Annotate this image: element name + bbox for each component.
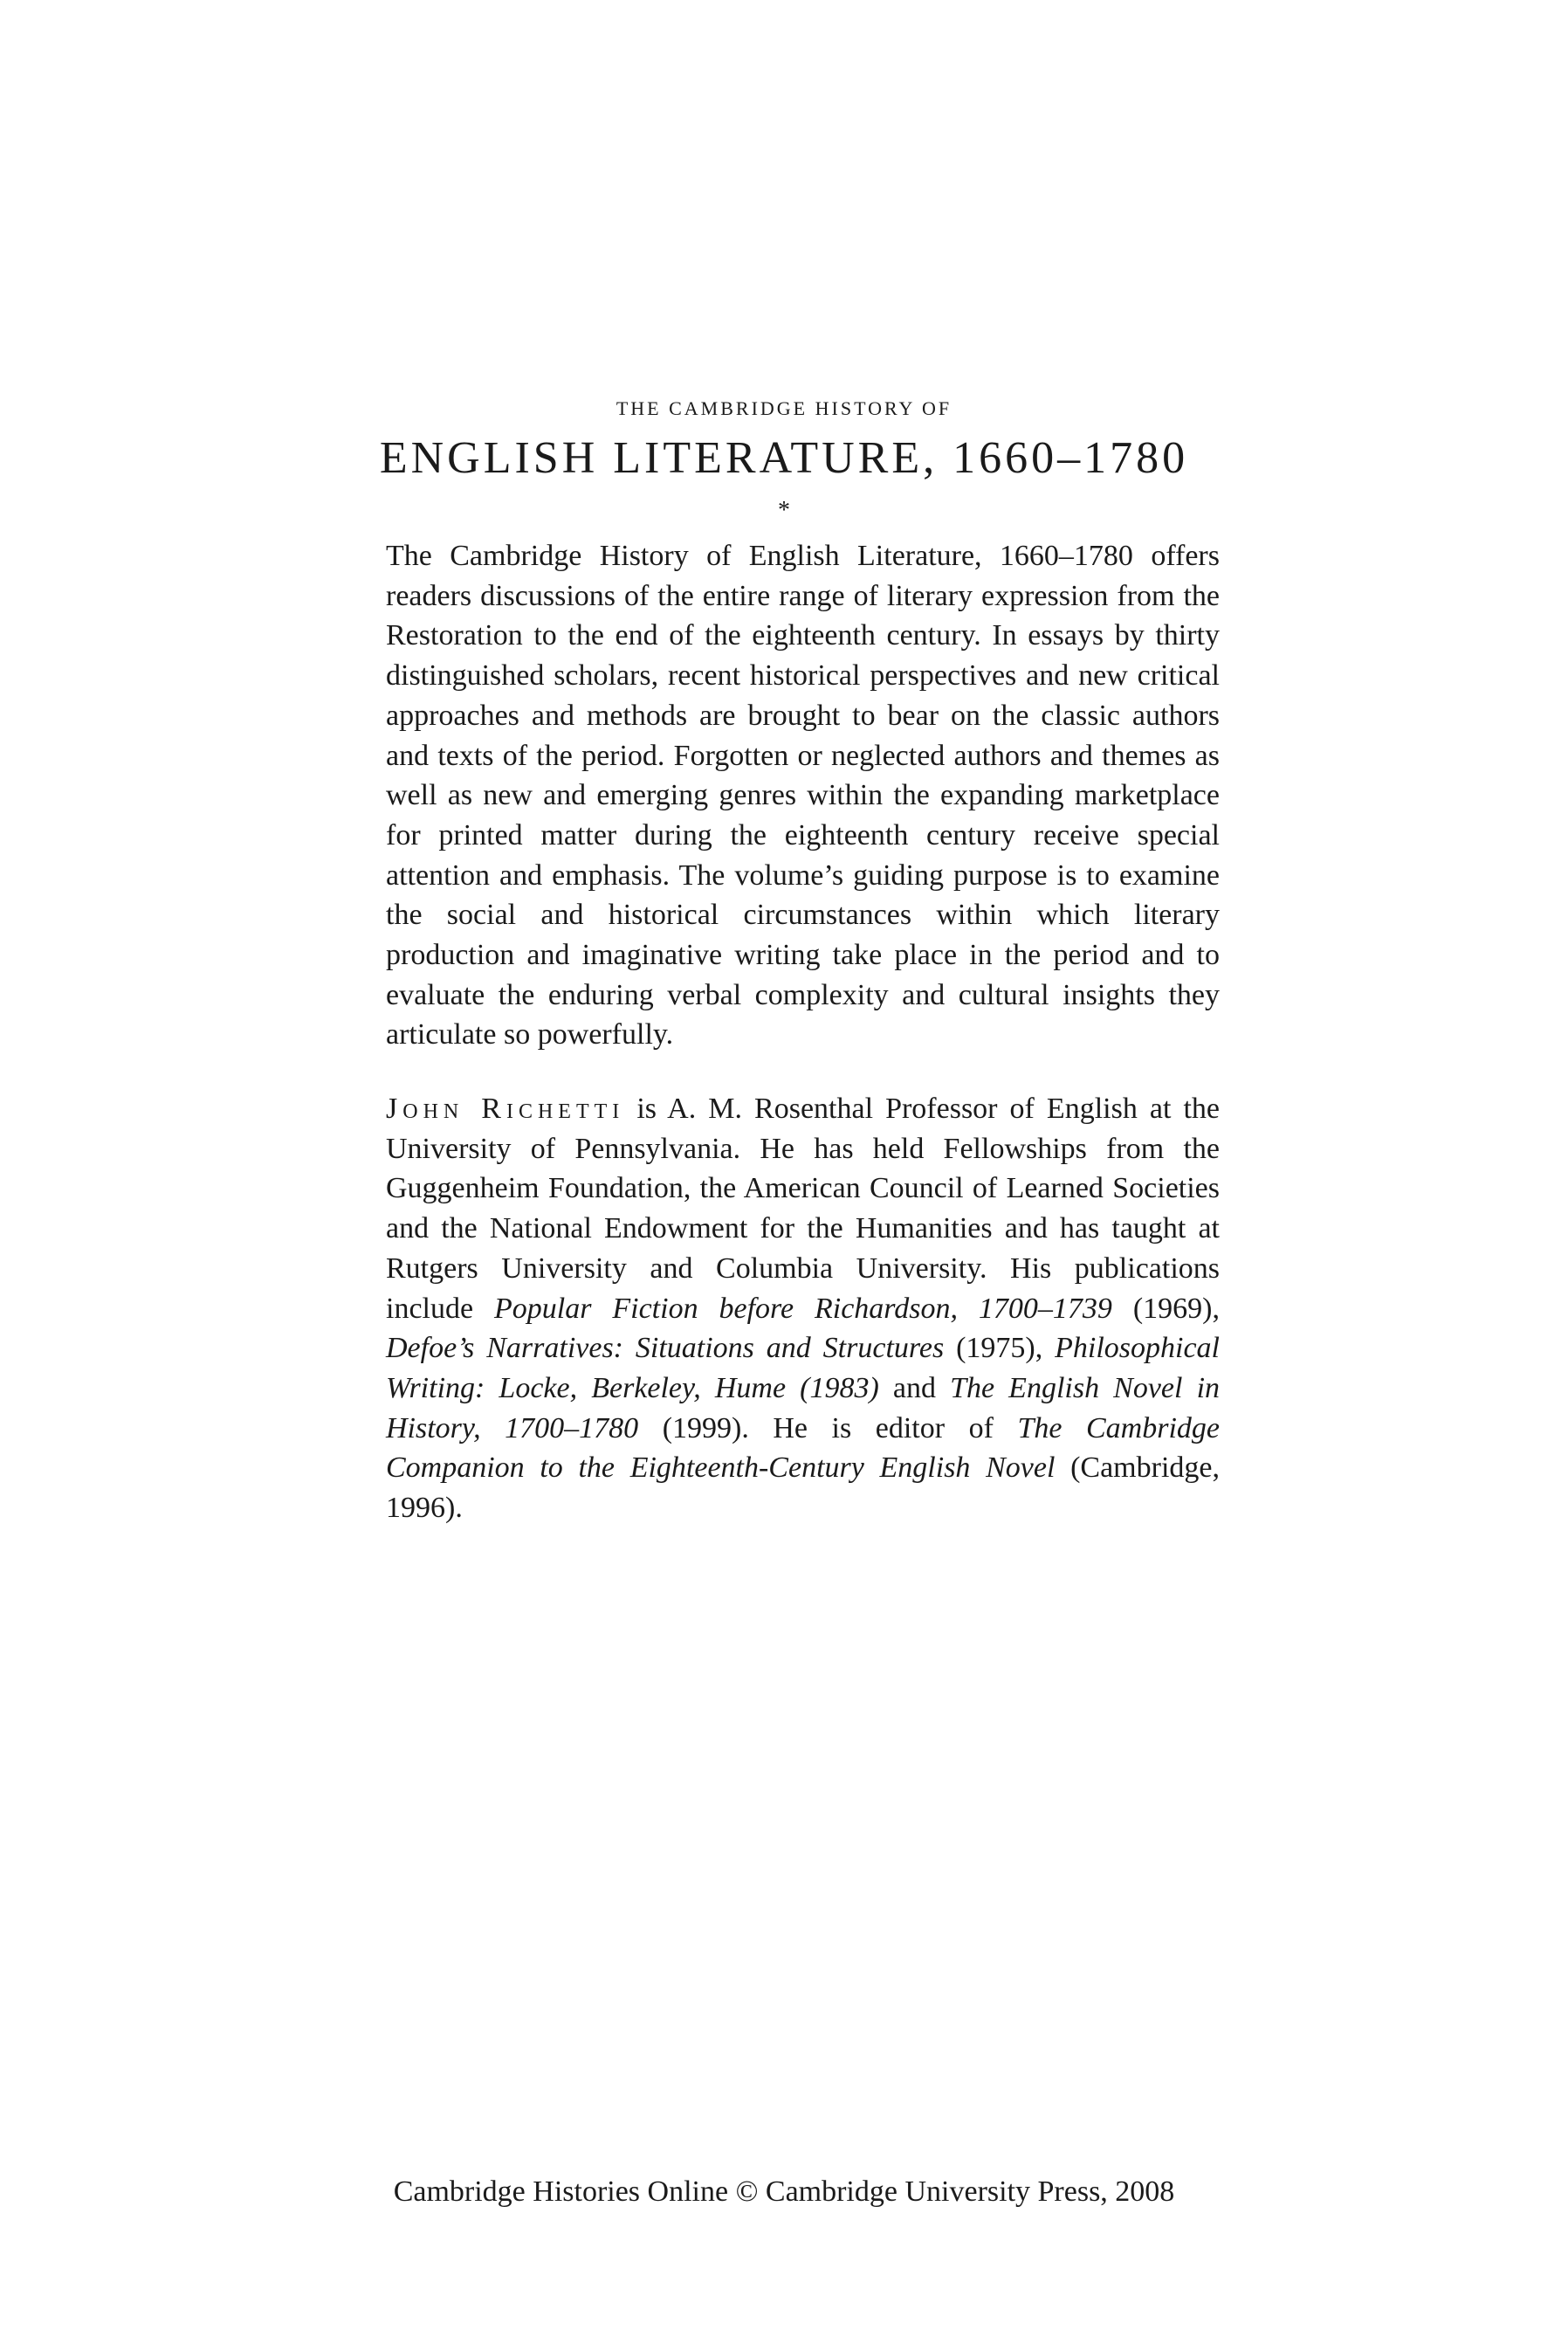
bio-text-2: (1969),: [1111, 1292, 1221, 1325]
description-paragraph: The Cambridge History of English Literature, 1660–1780 offers readers discussions of the entire range of literary expression from the Restoration to the end of the eighteenth century. In essays by thirty distinguished scholars, recent historical perspectives and new critical approaches and methods are brought to bear on the classic authors and texts of the period. Forgotten or neglected authors and themes as well as new and emerging genres within the expanding marketplace for printed matter during the eighteenth century receive special attention and emphasis. The volume’s guiding purpose is to examine the social and historical circumstances within which literary production and imaginative writing take place in the period and to evaluate the enduring verbal complexity and cultural insights they articulate so powerfully.: [386, 540, 1220, 1051]
work-title-1: Popular Fiction before Richardson, 1700–1739: [494, 1292, 1112, 1325]
bio-text-1: is A. M. Rosenthal Professor of English at the University of Pennsylvania. He has held Fellowships from the Guggenheim Foundation, the American Council of Learned Societies and the National Endowment for the Humanities and has taught at Rutgers University and Columbia University. His publications include: [386, 1093, 1220, 1325]
copyright-footer: Cambridge Histories Online © Cambridge University Press, 2008: [393, 2175, 1175, 2208]
bio-text-5: (1999). He is editor of: [638, 1411, 1018, 1444]
work-title-4: The English Novel in History, 1700–1780: [386, 1371, 1221, 1444]
work-title-3: Philosophical Writing: Locke, Berkeley, Hume (1983): [386, 1332, 1220, 1404]
author-bio: [386, 1089, 1220, 1528]
book-description: [386, 536, 1220, 1055]
bio-text-3: (1975),: [944, 1332, 1056, 1365]
bio-paragraph: [386, 1089, 1220, 1528]
author-name: John Richetti: [386, 1093, 625, 1125]
book-title: ENGLISH LITERATURE, 1660–1780: [379, 433, 1189, 483]
series-label: THE CAMBRIDGE HISTORY OF: [616, 397, 952, 419]
work-title-2: Defoe’s Narratives: Situations and Structures: [386, 1332, 945, 1365]
work-title-5: The Cambridge Companion to the Eighteenth-Century English Novel: [386, 1411, 1221, 1485]
bio-text-4: and: [878, 1371, 951, 1404]
ornament-star: *: [778, 497, 790, 524]
bio-text-6: (Cambridge, 1996).: [386, 1451, 1220, 1525]
